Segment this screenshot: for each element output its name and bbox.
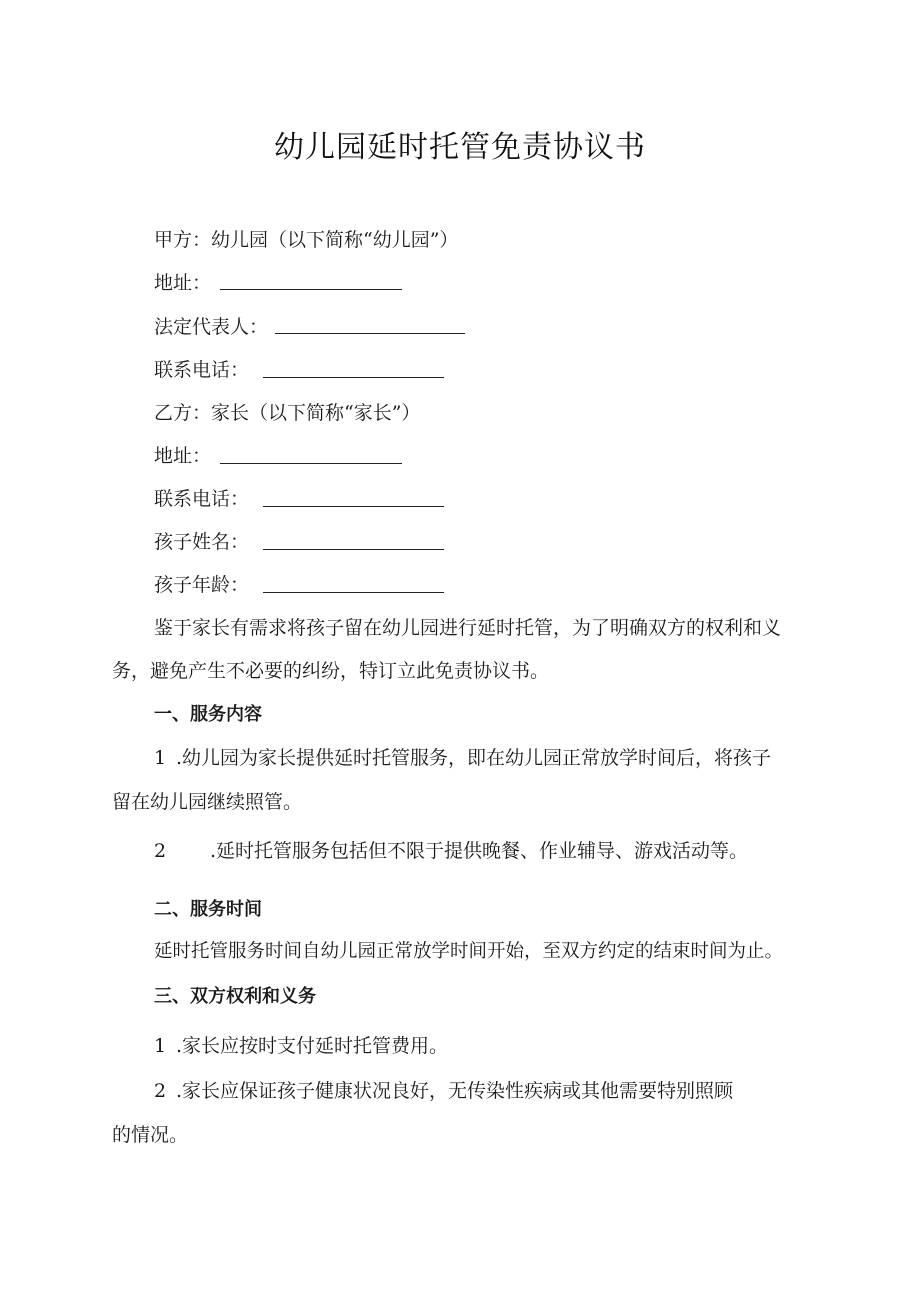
section-3-item-2 xyxy=(154,1082,733,1101)
party-b-phone-blank xyxy=(263,506,444,507)
section-3-item-2-continuation: 的情况。 xyxy=(112,1124,189,1146)
section-3-item-1-text: .家长应按时支付延时托管费用。 xyxy=(176,1035,449,1057)
party-a-phone-label: 联系电话： xyxy=(154,359,250,381)
party-b-address-blank xyxy=(220,463,402,464)
party-a-address-label: 地址： xyxy=(154,272,212,294)
party-a-address-blank xyxy=(220,289,402,290)
party-b-phone-label: 联系电话： xyxy=(154,488,250,510)
section-3-item-2-text: .家长应保证孩子健康状况良好，无传染性疾病或其他需要特别照顾 xyxy=(176,1080,734,1102)
child-name-blank xyxy=(263,549,444,550)
document-title: 幼儿园延时托管免责协议书 xyxy=(274,130,646,165)
section-1-item-1-number: 1 xyxy=(154,747,167,769)
party-a-legal-rep-label: 法定代表人： xyxy=(154,316,269,338)
section-2-text: 延时托管服务时间自幼儿园正常放学时间开始，至双方约定的结束时间为止。 xyxy=(154,941,784,962)
child-age-label: 孩子年龄： xyxy=(154,574,250,596)
preamble-line-1: 鉴于家长有需求将孩子留在幼儿园进行延时托管，为了明确双方的权利和义 xyxy=(154,617,782,639)
section-1-item-1-text: .幼儿园为家长提供延时托管服务，即在幼儿园正常放学时间后，将孩子 xyxy=(176,747,772,769)
section-1-item-1-continuation: 留在幼儿园继续照管。 xyxy=(112,791,303,813)
section-1-item-2-text: .延时托管服务包括但不限于提供晚餐、作业辅导、游戏活动等。 xyxy=(210,840,749,862)
party-b-address-label: 地址： xyxy=(154,445,212,467)
party-a-phone-blank xyxy=(263,377,444,378)
section-1-item-1 xyxy=(154,749,771,768)
section-1-item-2-number: 2 xyxy=(154,840,167,862)
party-a-legal-rep-blank xyxy=(275,333,465,334)
section-1-heading: 一、服务内容 xyxy=(154,704,262,725)
section-3-item-1 xyxy=(154,1037,448,1056)
party-b-heading: 乙方：家长（以下简称“家长”） xyxy=(154,402,421,424)
section-2-heading: 二、服务时间 xyxy=(154,899,262,920)
section-3-item-1-number: 1 xyxy=(154,1035,167,1057)
party-a-heading: 甲方：幼儿园（以下简称“幼儿园”） xyxy=(154,229,459,251)
child-age-blank xyxy=(263,592,444,593)
section-3-item-2-number: 2 xyxy=(154,1080,167,1102)
preamble-line-2: 务，避免产生不必要的纠纷，特订立此免责协议书。 xyxy=(112,660,550,682)
section-3-heading: 三、双方权利和义务 xyxy=(154,986,316,1007)
section-1-item-2 xyxy=(154,842,748,861)
child-name-label: 孩子姓名： xyxy=(154,531,250,553)
